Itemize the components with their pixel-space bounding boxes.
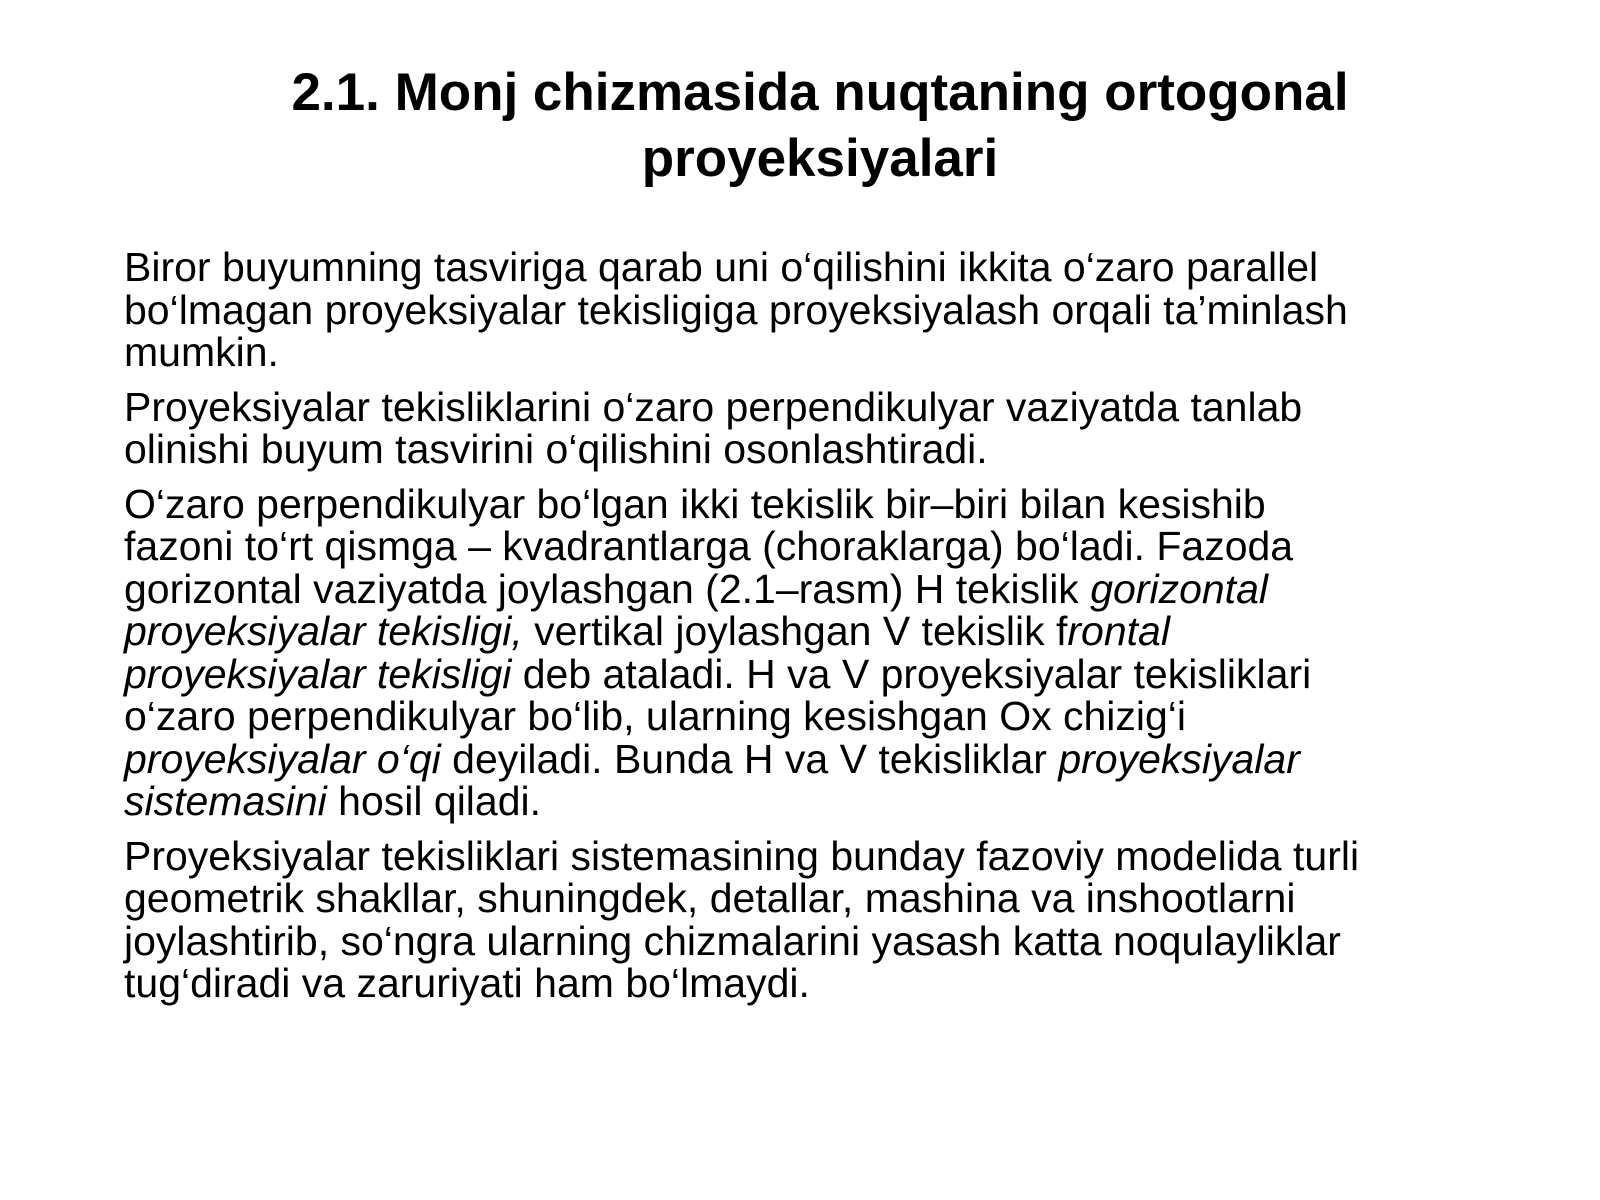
paragraph-line [124, 246, 1564, 289]
paragraph-line [124, 383, 1564, 430]
paragraph-line [124, 695, 1564, 738]
text-run: tug‘diradi va zaruriyati ham bo‘lmaydi. [124, 960, 810, 1006]
paragraph-line [124, 610, 1564, 653]
paragraph-line [124, 962, 1564, 1005]
text-run: gorizontal vaziyatda joylashgan (2.1–rasm) H tekislik [124, 565, 1091, 612]
italic-term: proyeksiyalar o‘qi [124, 735, 441, 782]
text-run: Proyeksiyalar tekisliklari sistemasining bunday fazoviy modelida turli [124, 832, 1360, 879]
paragraph-line [124, 565, 1564, 612]
italic-term: proyeksiyalar [1058, 735, 1300, 782]
text-run: joylashtirib, so‘ngra ularning chizmalarini yasash katta noqulayliklar [124, 917, 1341, 964]
paragraph-2 [124, 383, 1564, 472]
italic-term: gorizontal [1090, 565, 1268, 612]
paragraph-line [124, 832, 1564, 879]
paragraph-line [124, 428, 1564, 471]
paragraph-line [124, 286, 1564, 333]
paragraph-line [124, 877, 1564, 920]
slide-body [124, 246, 1564, 1017]
text-run: o‘zaro perpendikulyar bo‘lib, ularning kesishgan Ox chizig‘i [124, 693, 1187, 739]
text-run: mumkin. [124, 329, 279, 375]
text-run: vertikal joylashgan V tekislik f [522, 608, 1068, 654]
paragraph-4 [124, 832, 1564, 1006]
italic-term: proyeksiyalar tekisligi, [124, 608, 523, 654]
text-run: hosil qiladi. [326, 778, 542, 824]
slide-title [200, 60, 1440, 192]
paragraph-line [124, 480, 1564, 527]
paragraph-line [124, 650, 1564, 697]
paragraph-line [124, 917, 1564, 964]
italic-term: proyeksiyalar tekisligi [124, 650, 512, 697]
text-run: deb ataladi. H va V proyeksiyalar tekisliklari [511, 650, 1312, 697]
slide-title-line-2: proyeksiyalari [641, 129, 999, 188]
text-run: O‘zaro perpendikulyar bo‘lgan ikki tekislik bir–biri bilan kesishib [124, 480, 1266, 527]
paragraph-1 [124, 246, 1564, 374]
paragraph-line [124, 525, 1564, 568]
italic-term: sistemasini [124, 778, 327, 824]
paragraph-line [124, 735, 1564, 782]
paragraph-3 [124, 480, 1564, 824]
text-run: geometrik shakllar, shuningdek, detallar, mashina va inshootlarni [124, 875, 1296, 921]
text-run: Biror buyumning tasviriga qarab uni o‘qilishini ikkita o‘zaro parallel [124, 244, 1319, 290]
text-run: Proyeksiyalar tekisliklarini o‘zaro perpendikulyar vaziyatda tanlab [124, 383, 1303, 430]
text-run: fazoni to‘rt qismga – kvadrantlarga (choraklarga) bo‘ladi. Fazoda [124, 523, 1294, 569]
text-run: deyiladi. Bunda H va V tekisliklar [440, 735, 1059, 782]
text-run: olinishi buyum tasvirini o‘qilishini osonlashtiradi. [124, 426, 988, 472]
text-run: bo‘lmagan proyeksiyalar tekisligiga proyeksiyalash orqali ta’minlash [124, 286, 1348, 333]
italic-term: rontal [1067, 608, 1170, 654]
paragraph-line [124, 331, 1564, 374]
paragraph-line [124, 780, 1564, 823]
slide-title-line-1: 2.1. Monj chizmasida nuqtaning ortogonal [291, 63, 1349, 122]
